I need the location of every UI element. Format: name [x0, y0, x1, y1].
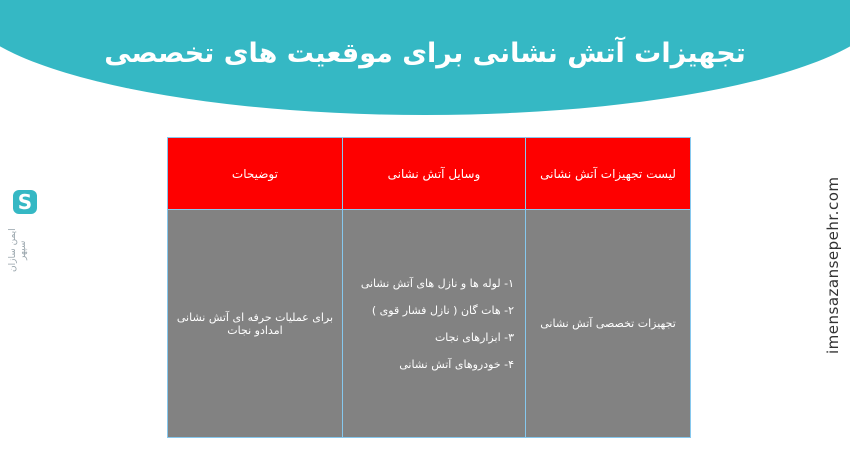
header-cell-equipment-list: لیست تجهیزات آتش نشانی: [526, 138, 691, 210]
equipment-table: [167, 137, 691, 438]
brand-logo: [8, 190, 42, 280]
cell-description: برای عملیات حرفه ای آتش نشانی امدادو نجات: [168, 210, 343, 438]
tools-list: [344, 270, 524, 378]
logo-text: ایمن سازان سپهر: [8, 228, 28, 272]
cell-tools: [342, 210, 525, 438]
page-title: تجهیزات آتش نشانی برای موقعیت های تخصصی: [104, 38, 746, 69]
list-item: ۱- لوله ها و نازل های آتش نشانی: [360, 276, 515, 290]
list-item: ۴- خودروهای آتش نشانی: [399, 357, 515, 371]
header-cell-description: توضیحات: [168, 138, 343, 210]
cell-equipment: تجهیزات تخصصی آتش نشانی: [526, 210, 691, 438]
table-header-row: [168, 138, 691, 210]
table-row: [168, 210, 691, 438]
list-item: ۲- هات گان ( نازل فشار قوی ): [371, 303, 515, 317]
website-watermark: imensazansepehr.com: [824, 176, 842, 354]
logo-icon: S: [13, 190, 37, 214]
list-item: ۳- ابزارهای نجات: [434, 330, 515, 344]
header-cell-tools: وسایل آتش نشانی: [342, 138, 525, 210]
